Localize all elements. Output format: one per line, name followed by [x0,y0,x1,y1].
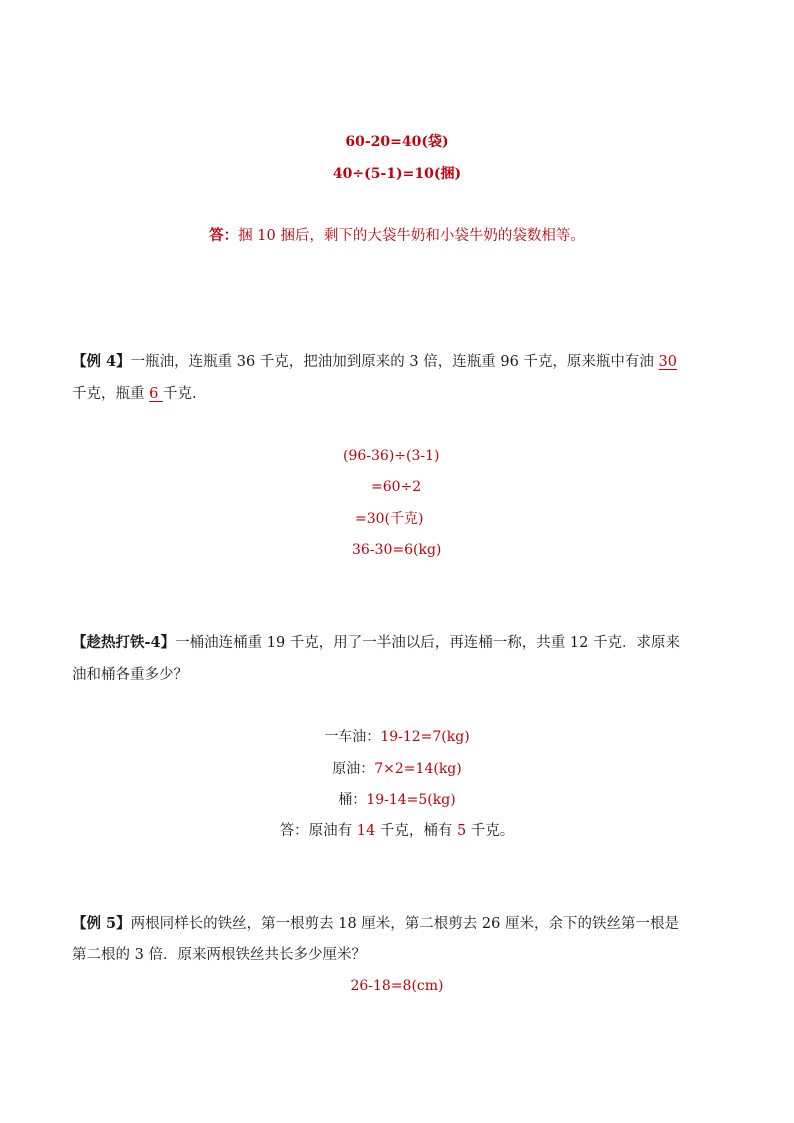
sol2-expr: 7×2=14(kg) [374,761,462,777]
sol1-label: 一车油： [324,729,381,745]
example5-line1 [72,914,724,934]
example4-sol-2: =60÷2 [371,479,422,495]
example5-sol-1: 26-18=8(cm) [350,978,444,994]
example4-blank-2: 6 [149,386,163,402]
example4-text-c: 千克. [162,386,197,402]
top-answer [0,226,794,246]
practice4-sol-1 [0,727,794,747]
sol1-expr: 19-12=7(kg) [380,729,470,745]
p4-ans-a: 答：原油有 [279,823,357,839]
example4-sol-3: =30(千克) [355,511,424,527]
practice4-sol-2 [0,759,794,779]
answer-prefix: 答： [209,227,239,244]
example4-text-a: 一瓶油，连瓶重 36 千克，把油加到原来的 3 倍，连瓶重 96 千克，原来瓶中有油 [130,354,659,370]
practice4-answer [0,821,794,841]
practice4-sol-3 [0,790,794,810]
p4-ans-n2: 5 [456,823,467,839]
p4-ans-n1: 14 [356,823,376,839]
example5-text-a: 两根同样长的铁丝，第一根剪去 18 厘米，第二根剪去 26 厘米，余下的铁丝第一根是 [130,916,679,932]
sol3-expr: 19-14=5(kg) [366,792,456,808]
example4-line2 [72,384,724,404]
answer-text-b: 捆后，剩下的大袋牛奶和小袋牛奶的袋数相等。 [275,228,585,244]
sol3-label: 桶： [338,792,367,808]
practice4-tag: 【趁热打铁-4】 [72,634,176,651]
top-step-1: 60-20=40(袋) [345,134,449,150]
example4-blank-1: 30 [658,354,677,370]
example4-sol-1: (96-36)÷(3-1) [343,448,440,464]
example5-tag: 【例 5】 [72,915,131,932]
answer-text-a: 捆 [238,228,258,244]
p4-ans-c: 千克。 [466,823,515,839]
example4-tag: 【例 4】 [72,353,131,370]
answer-num: 10 [257,228,276,244]
p4-ans-b: 千克，桶有 [375,823,457,839]
practice4-text-a: 一桶油连桶重 19 千克，用了一半油以后，再连桶一称，共重 12 千克．求原来 [175,635,680,651]
practice4-line2: 油和桶各重多少？ [72,667,188,683]
example4-sol-4: 36-30=6(kg) [352,542,442,558]
example4-line1 [72,352,724,372]
example5-line2: 第二根的 3 倍．原来两根铁丝共长多少厘米？ [72,947,366,963]
practice4-line1 [72,633,724,653]
top-step-2: 40÷(5-1)=10(捆) [332,166,462,182]
sol2-label: 原油： [332,761,375,777]
example4-text-b: 千克，瓶重 [72,386,150,402]
